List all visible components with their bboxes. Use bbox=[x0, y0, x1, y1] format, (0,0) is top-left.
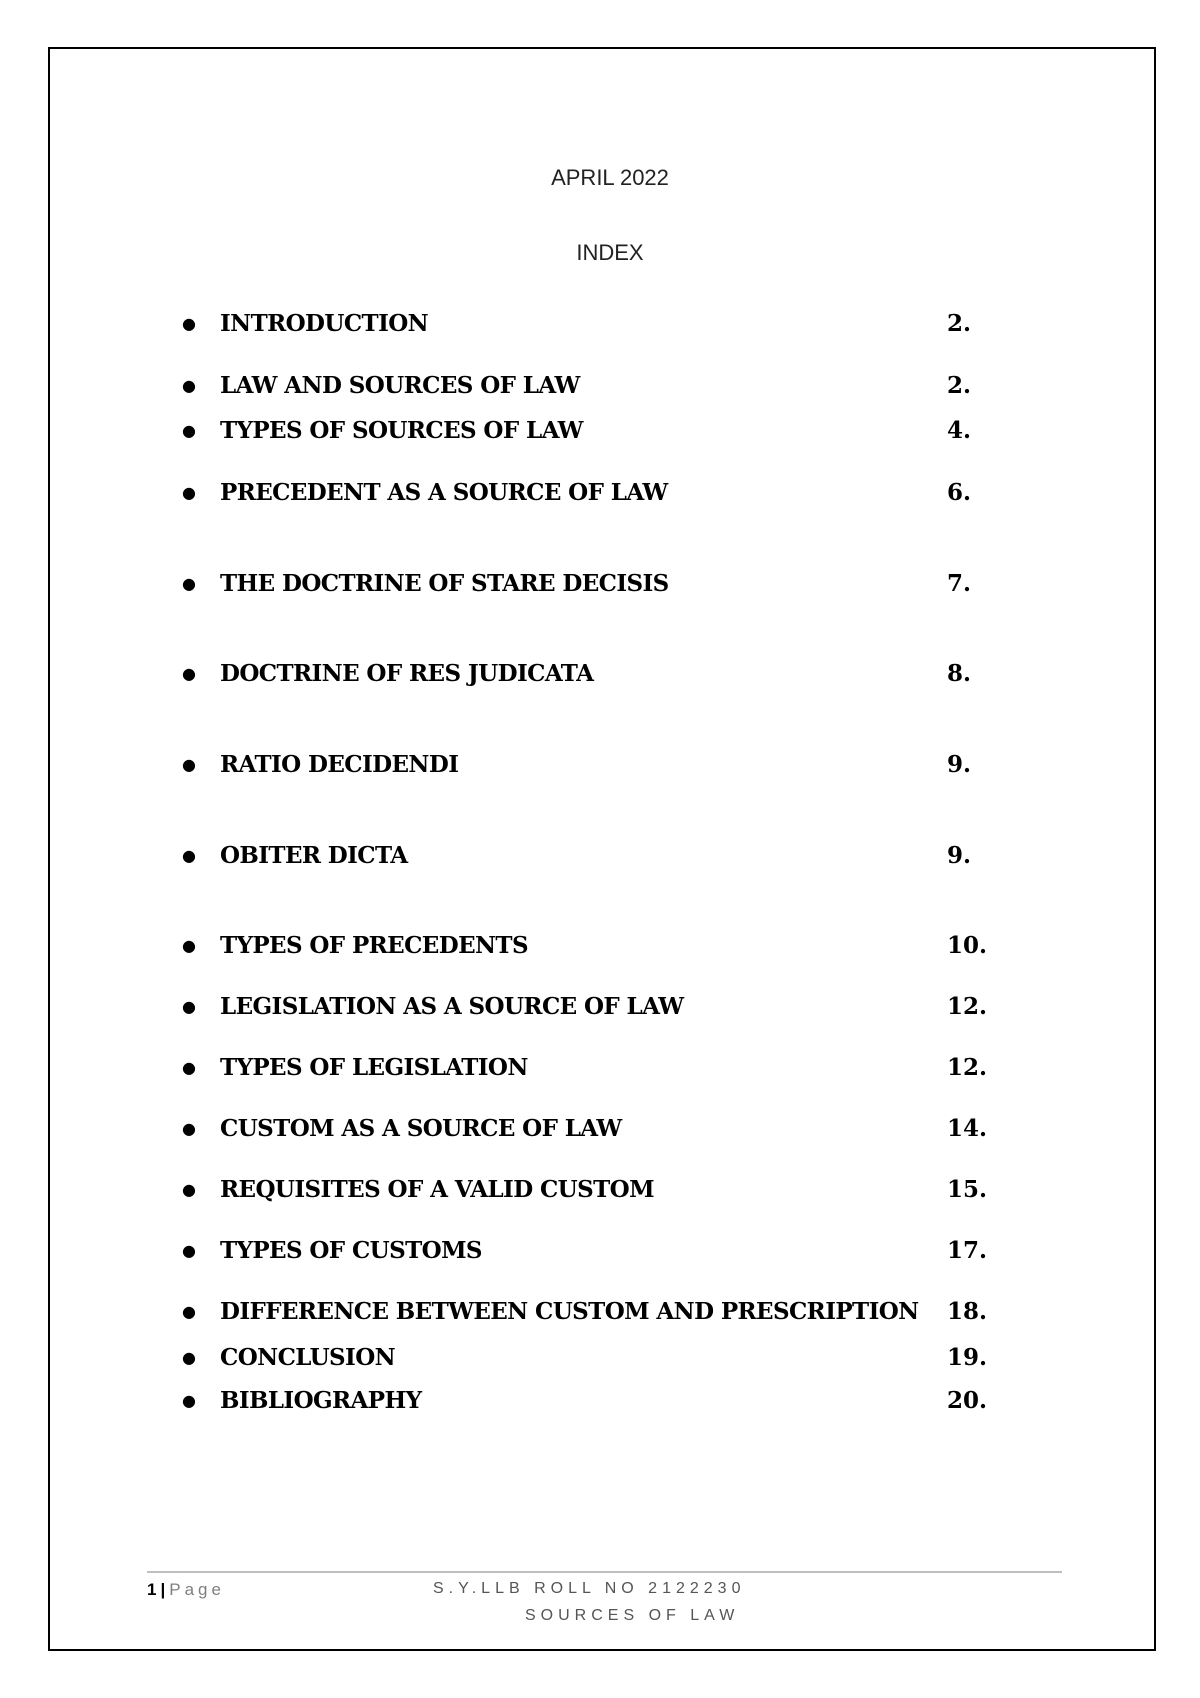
toc-item-label: THE DOCTRINE OF STARE DECISIS bbox=[220, 570, 669, 597]
toc-item bbox=[182, 748, 1032, 782]
toc-item bbox=[182, 1341, 1032, 1375]
toc-item-page: 19. bbox=[947, 1344, 988, 1371]
toc-item-label: CONCLUSION bbox=[220, 1344, 396, 1371]
document-date: APRIL 2022 bbox=[551, 165, 669, 190]
toc-item-label: BIBLIOGRAPHY bbox=[220, 1387, 422, 1414]
toc-item bbox=[182, 929, 1032, 963]
toc-item bbox=[182, 1112, 1032, 1146]
bullet-icon: ● bbox=[182, 755, 196, 774]
toc-item-label: RATIO DECIDENDI bbox=[220, 751, 459, 778]
toc-item-page: 9. bbox=[947, 842, 972, 869]
footer-roll-number: S.Y.LLB ROLL NO 2122230 bbox=[433, 1580, 746, 1597]
toc-item-label: CUSTOM AS A SOURCE OF LAW bbox=[220, 1115, 622, 1142]
toc-item bbox=[182, 990, 1032, 1024]
toc-item bbox=[182, 657, 1032, 691]
toc-item-page: 12. bbox=[947, 1054, 988, 1081]
toc-item-page: 6. bbox=[947, 479, 972, 506]
page-separator: | bbox=[160, 1580, 166, 1599]
toc-item bbox=[182, 414, 1032, 448]
bullet-icon: ● bbox=[182, 376, 196, 395]
toc-item-label: TYPES OF LEGISLATION bbox=[220, 1054, 528, 1081]
footer-page-number bbox=[147, 1580, 225, 1600]
toc-item-page: 17. bbox=[947, 1237, 988, 1264]
toc-item-page: 14. bbox=[947, 1115, 988, 1142]
toc-item bbox=[182, 839, 1032, 873]
toc-item-page: 9. bbox=[947, 751, 972, 778]
toc-item-label: LEGISLATION AS A SOURCE OF LAW bbox=[220, 993, 684, 1020]
bullet-icon: ● bbox=[182, 314, 196, 333]
footer-subject: SOURCES OF LAW bbox=[525, 1607, 740, 1624]
bullet-icon: ● bbox=[182, 1180, 196, 1199]
toc-item bbox=[182, 1173, 1032, 1207]
page-word: Page bbox=[169, 1580, 225, 1599]
toc-item-page: 8. bbox=[947, 660, 972, 687]
toc-item-page: 2. bbox=[947, 310, 972, 337]
toc-item bbox=[182, 1384, 1032, 1418]
bullet-icon: ● bbox=[182, 574, 196, 593]
bullet-icon: ● bbox=[182, 664, 196, 683]
bullet-icon: ● bbox=[182, 1058, 196, 1077]
toc-item-label: DIFFERENCE BETWEEN CUSTOM AND PRESCRIPTION bbox=[220, 1298, 919, 1325]
toc-item-page: 15. bbox=[947, 1176, 988, 1203]
toc-item bbox=[182, 476, 1032, 510]
toc-item-label: INTRODUCTION bbox=[220, 310, 429, 337]
bullet-icon: ● bbox=[182, 846, 196, 865]
toc-item-label: DOCTRINE OF RES JUDICATA bbox=[220, 660, 594, 687]
toc-item-label: TYPES OF SOURCES OF LAW bbox=[220, 417, 583, 444]
toc-item-page: 10. bbox=[947, 932, 988, 959]
toc-item-page: 2. bbox=[947, 372, 972, 399]
bullet-icon: ● bbox=[182, 997, 196, 1016]
toc-item bbox=[182, 1051, 1032, 1085]
toc-item bbox=[182, 567, 1032, 601]
bullet-icon: ● bbox=[182, 1302, 196, 1321]
toc-item-label: TYPES OF PRECEDENTS bbox=[220, 932, 528, 959]
footer-divider bbox=[147, 1571, 1062, 1573]
toc-item bbox=[182, 1295, 1032, 1329]
toc-item-label: OBITER DICTA bbox=[220, 842, 408, 869]
toc-item-page: 12. bbox=[947, 993, 988, 1020]
toc-item bbox=[182, 369, 1032, 403]
toc-item-page: 20. bbox=[947, 1387, 988, 1414]
toc-item-label: TYPES OF CUSTOMS bbox=[220, 1237, 482, 1264]
toc-item-page: 4. bbox=[947, 417, 972, 444]
toc-item bbox=[182, 307, 1032, 341]
toc-item-label: REQUISITES OF A VALID CUSTOM bbox=[220, 1176, 654, 1203]
bullet-icon: ● bbox=[182, 1348, 196, 1367]
toc-item bbox=[182, 1234, 1032, 1268]
toc-item-page: 18. bbox=[947, 1298, 988, 1325]
toc-item-label: PRECEDENT AS A SOURCE OF LAW bbox=[220, 479, 668, 506]
toc-item-page: 7. bbox=[947, 570, 972, 597]
bullet-icon: ● bbox=[182, 1241, 196, 1260]
page-number: 1 bbox=[147, 1580, 157, 1599]
bullet-icon: ● bbox=[182, 936, 196, 955]
bullet-icon: ● bbox=[182, 421, 196, 440]
index-heading: INDEX bbox=[576, 240, 644, 265]
toc-item-label: LAW AND SOURCES OF LAW bbox=[220, 372, 580, 399]
bullet-icon: ● bbox=[182, 483, 196, 502]
bullet-icon: ● bbox=[182, 1119, 196, 1138]
bullet-icon: ● bbox=[182, 1391, 196, 1410]
